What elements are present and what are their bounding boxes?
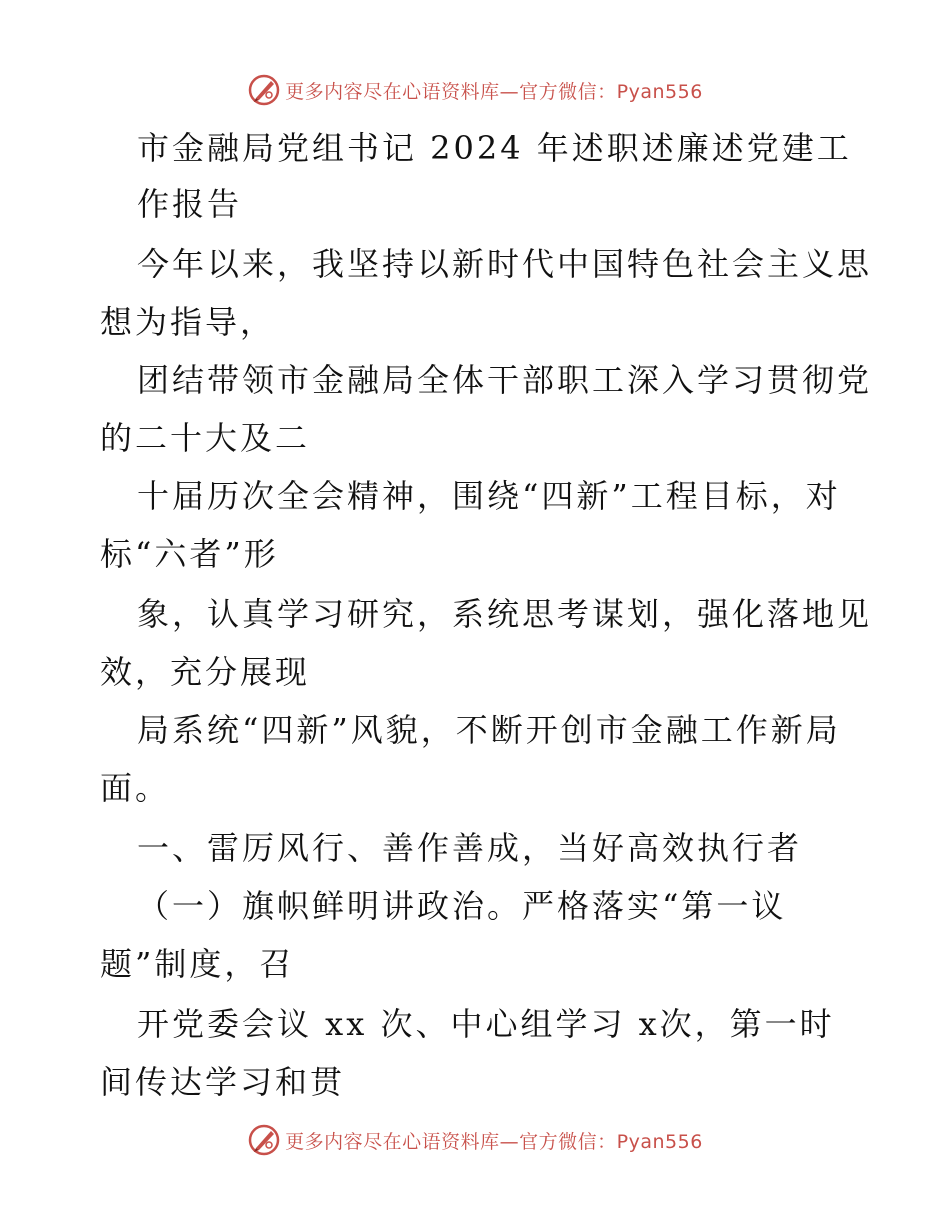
paragraph-line: 间传达学习和贯 [100, 1063, 346, 1101]
paragraph-line: 的二十大及二 [100, 419, 311, 457]
paragraph-line: 团结带领市金融局全体干部职工深入学习贯彻党 [137, 361, 873, 399]
subsection-heading-line: （一）旗帜鲜明讲政治。严格落实“第一议 [137, 887, 787, 925]
section-heading: 一、雷厉风行、善作善成，当好高效执行者 [137, 829, 803, 867]
paragraph-line: 面。 [100, 769, 171, 807]
paragraph-line: 十届历次全会精神，围绕“四新”工程目标，对 [137, 477, 841, 515]
paragraph-line: 今年以来，我坚持以新时代中国特色社会主义思 [137, 245, 873, 283]
document-title-line-1: 市金融局党组书记 2024 年述职述廉述党建工 [137, 129, 852, 167]
paragraph-line: 想为指导， [100, 303, 276, 341]
quill-pen-logo-icon [247, 1123, 281, 1157]
paragraph-line: 开党委会议 xx 次、中心组学习 x次，第一时 [137, 1005, 835, 1043]
paragraph-line: 题”制度，召 [100, 945, 295, 983]
paragraph-line: 标“六者”形 [100, 535, 279, 573]
header-watermark-text: 更多内容尽在心语资料库—官方微信：Pyan556 [285, 80, 703, 103]
paragraph-line: 效，充分展现 [100, 653, 311, 691]
document-title-line-2: 作报告 [137, 185, 243, 223]
header-wechat-handle: Pyan556 [616, 80, 703, 103]
paragraph-line: 象，认真学习研究，系统思考谋划，强化落地见 [137, 595, 873, 633]
footer-watermark-banner [0, 1120, 950, 1160]
paragraph-line: 局系统“四新”风貌，不断开创市金融工作新局 [137, 711, 841, 749]
footer-wechat-handle: Pyan556 [616, 1130, 703, 1153]
footer-watermark-text: 更多内容尽在心语资料库—官方微信：Pyan556 [285, 1130, 703, 1153]
